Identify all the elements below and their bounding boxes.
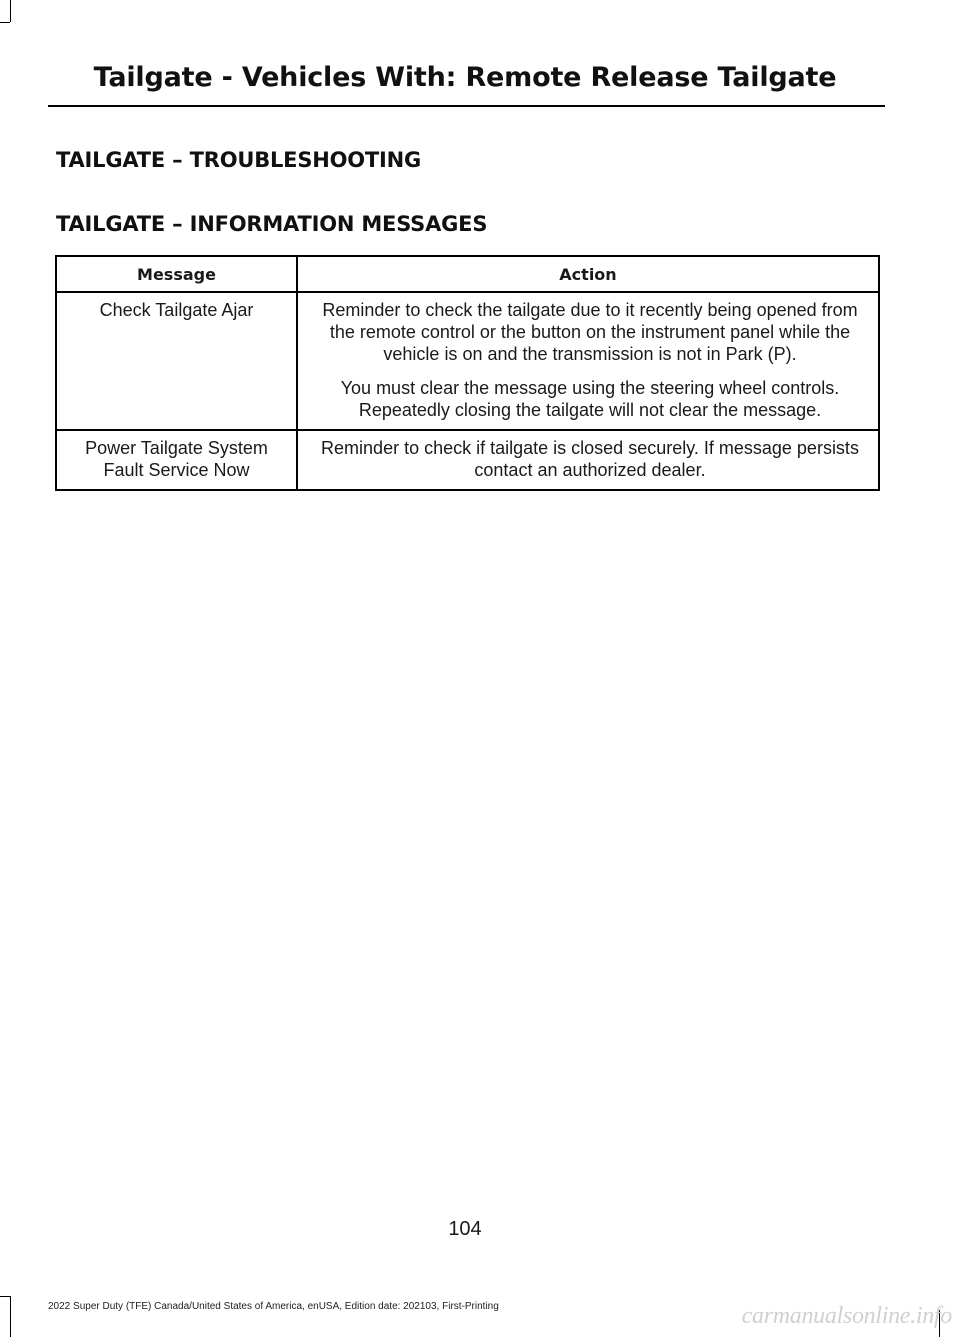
table-row <box>56 292 879 430</box>
column-header-message: Message <box>56 256 297 292</box>
message-cell: Check Tailgate Ajar <box>56 292 297 430</box>
action-paragraph: You must clear the message using the steering wheel controls. Repeatedly closing the tailgate will not clear the message. <box>340 378 840 420</box>
action-cell <box>297 292 879 430</box>
action-paragraph: Reminder to check if tailgate is closed securely. If message persists contact an authorized dealer. <box>321 438 859 480</box>
section-heading-information-messages: TAILGATE – INFORMATION MESSAGES <box>56 212 488 236</box>
edition-footer: 2022 Super Duty (TFE) Canada/United States of America, enUSA, Edition date: 202103, First-Printing <box>48 1301 499 1312</box>
watermark: carmanualsonline.info <box>741 1303 952 1329</box>
crop-mark <box>0 1296 10 1297</box>
crop-mark <box>10 0 11 22</box>
action-paragraph: Reminder to check the tailgate due to it recently being opened from the remote control or the button on the instrument panel while the vehicle is on and the transmission is not in Park (P). <box>322 300 858 364</box>
header-rule <box>48 105 885 107</box>
crop-mark <box>0 22 10 23</box>
page-title: Tailgate - Vehicles With: Remote Release Tailgate <box>93 62 837 93</box>
column-header-action: Action <box>297 256 879 292</box>
message-cell: Power Tailgate System Fault Service Now <box>56 430 297 490</box>
table-header-row <box>56 256 879 292</box>
information-messages-table <box>55 255 880 491</box>
action-cell <box>297 430 879 490</box>
table-row <box>56 430 879 490</box>
page-number: 104 <box>448 1218 482 1240</box>
crop-mark <box>10 1296 11 1337</box>
section-heading-troubleshooting: TAILGATE – TROUBLESHOOTING <box>56 148 422 172</box>
